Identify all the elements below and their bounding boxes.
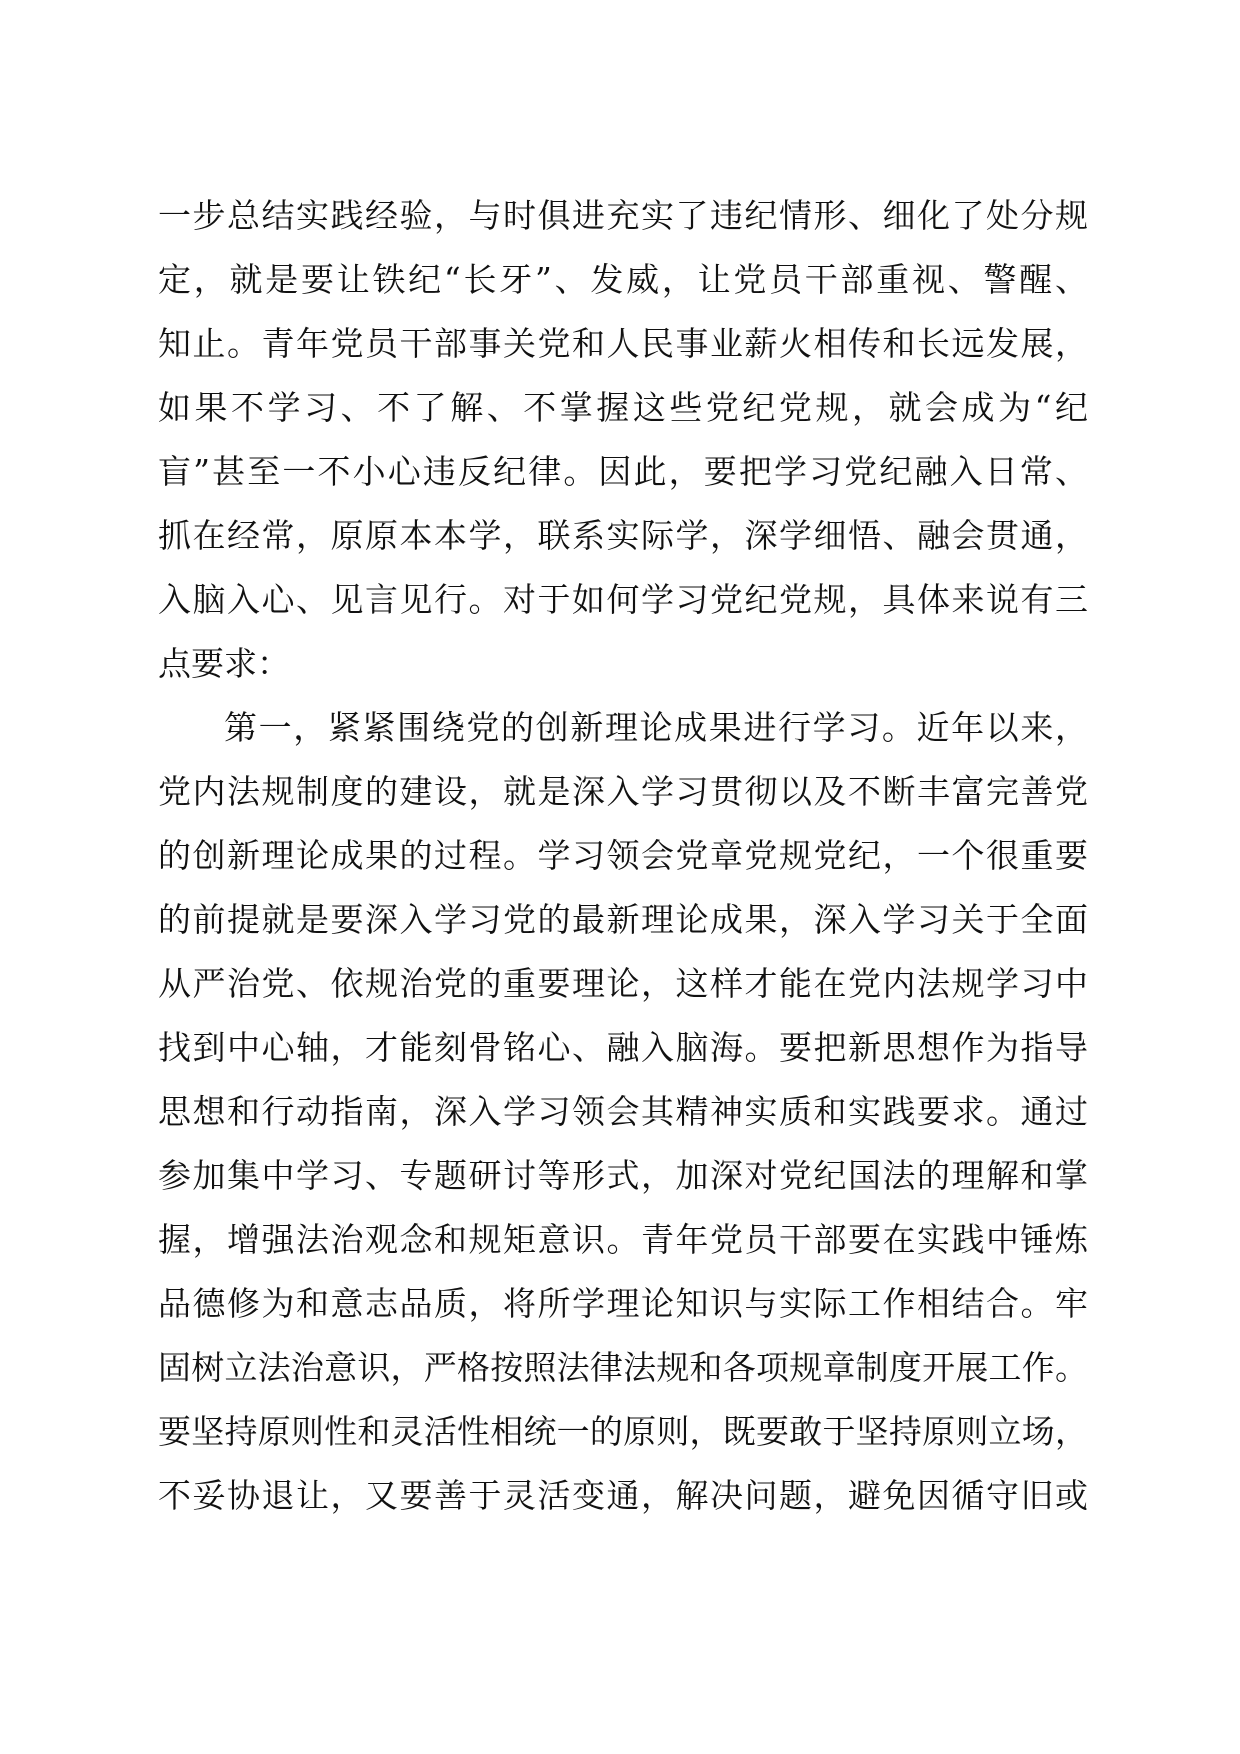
paragraph-line: 思想和行动指南，深入学习领会其精神实质和实践要求。通过 [158, 1092, 1088, 1131]
paragraph-line: 的创新理论成果的过程。学习领会党章党规党纪，一个很重要 [158, 836, 1088, 875]
paragraph-line: 如果不学习、不了解、不掌握这些党纪党规，就会成为“纪 [158, 388, 1088, 427]
paragraph-line: 要坚持原则性和灵活性相统一的原则，既要敢于坚持原则立场， [158, 1412, 1088, 1451]
paragraph-line: 一步总结实践经验，与时俱进充实了违纪情形、细化了处分规 [158, 196, 1088, 235]
paragraph-line: 握，增强法治观念和规矩意识。青年党员干部要在实践中锤炼 [158, 1220, 1088, 1259]
paragraph-line: 党内法规制度的建设，就是深入学习贯彻以及不断丰富完善党 [158, 772, 1088, 811]
paragraph-line: 找到中心轴，才能刻骨铭心、融入脑海。要把新思想作为指导 [158, 1028, 1088, 1067]
paragraph-line: 的前提就是要深入学习党的最新理论成果，深入学习关于全面 [158, 900, 1088, 939]
paragraph-line: 盲”甚至一不小心违反纪律。因此，要把学习党纪融入日常、 [158, 452, 1088, 491]
paragraph-line: 定，就是要让铁纪“长牙”、发威，让党员干部重视、警醒、 [158, 260, 1088, 299]
paragraph-line: 抓在经常，原原本本学，联系实际学，深学细悟、融会贯通， [158, 516, 1088, 555]
paragraph-line: 入脑入心、见言见行。对于如何学习党纪党规，具体来说有三 [158, 580, 1088, 619]
paragraph-line: 参加集中学习、专题研讨等形式，加深对党纪国法的理解和掌 [158, 1156, 1088, 1195]
paragraph-line: 从严治党、依规治党的重要理论，这样才能在党内法规学习中 [158, 964, 1088, 1003]
paragraph-line: 不妥协退让，又要善于灵活变通，解决问题，避免因循守旧或 [158, 1476, 1088, 1515]
paragraph-line: 品德修为和意志品质，将所学理论知识与实际工作相结合。牢 [158, 1284, 1088, 1323]
paragraph-line: 点要求： [158, 644, 290, 683]
paragraph-line: 知止。青年党员干部事关党和人民事业薪火相传和长远发展， [158, 324, 1088, 363]
paragraph-line: 固树立法治意识，严格按照法律法规和各项规章制度开展工作。 [158, 1348, 1088, 1387]
paragraph-line: 第一，紧紧围绕党的创新理论成果进行学习。近年以来， [224, 708, 1088, 747]
